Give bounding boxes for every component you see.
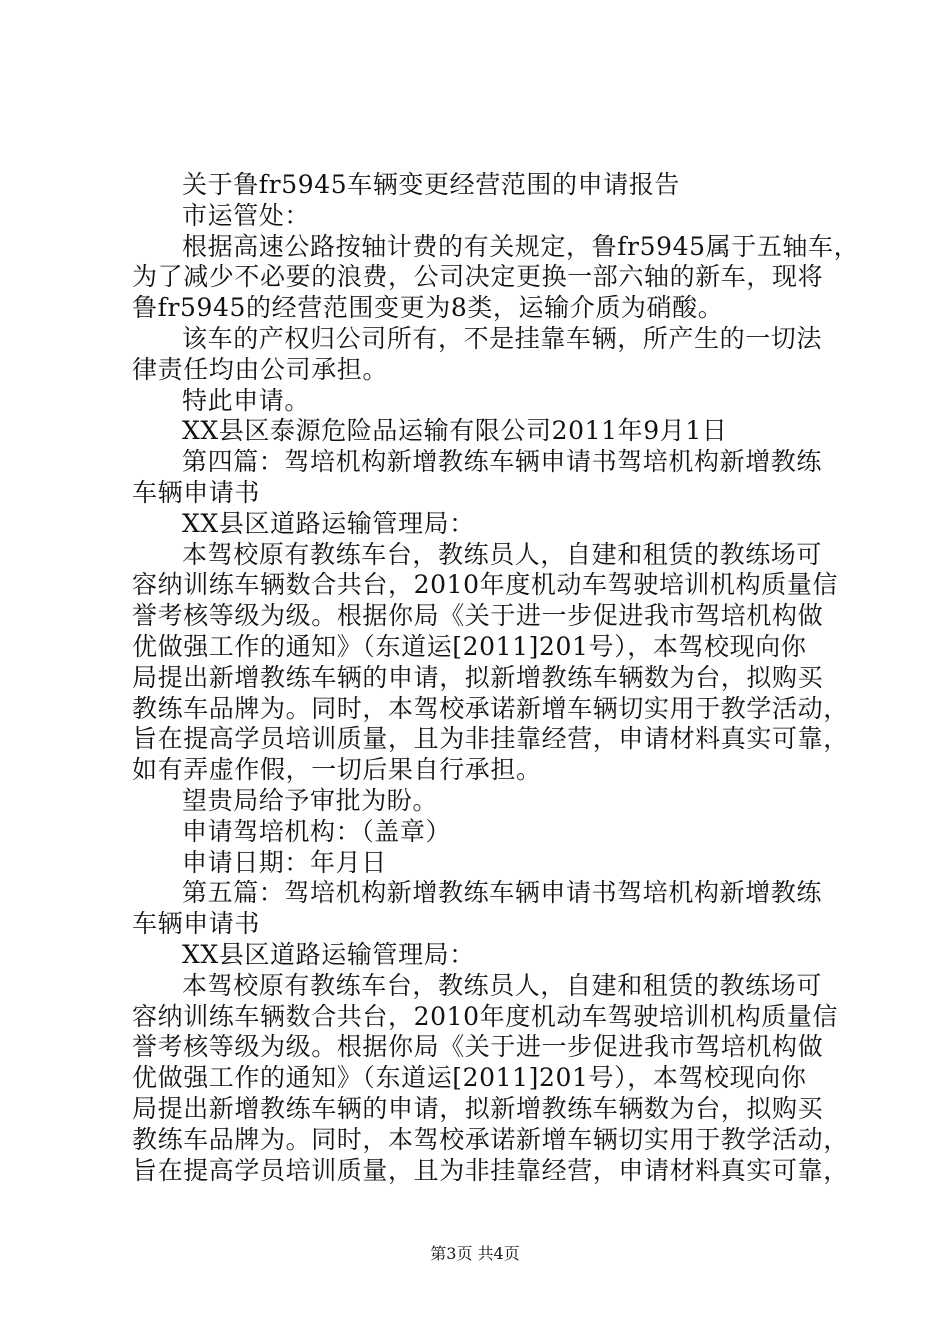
- section-heading: 车辆申请书: [132, 909, 261, 939]
- report-title: 关于鲁fr5945车辆变更经营范围的申请报告: [182, 170, 681, 199]
- section-heading: 第四篇：驾培机构新增教练车辆申请书驾培机构新增教练: [182, 447, 823, 477]
- section-heading: 车辆申请书: [132, 477, 261, 507]
- paragraph-line: 旨在提高学员培训质量，且为非挂靠经营，申请材料真实可靠，: [132, 1155, 849, 1185]
- document-body: [132, 170, 860, 1186]
- date-line: 申请日期：年月日: [182, 847, 387, 877]
- closing-line: 特此申请。: [182, 385, 311, 415]
- paragraph-line: 本驾校原有教练车台，教练员人，自建和租赁的教练场可: [182, 539, 823, 569]
- applicant-line: 申请驾培机构：（盖章）: [182, 816, 452, 846]
- paragraph-line: 教练车品牌为。同时，本驾校承诺新增车辆切实用于教学活动，: [132, 1124, 849, 1154]
- closing-line: 望贵局给予审批为盼。: [182, 785, 439, 815]
- paragraph-line: 誉考核等级为级。根据你局《关于进一步促进我市驾培机构做: [132, 601, 824, 631]
- paragraph-line: 该车的产权归公司所有，不是挂靠车辆，所产生的一切法: [182, 323, 823, 353]
- paragraph-line: 鲁fr5945的经营范围变更为8类，运输介质为硝酸。: [132, 293, 724, 323]
- signature-line: XX县区泰源危险品运输有限公司2011年9月1日: [182, 416, 728, 446]
- paragraph-line: 局提出新增教练车辆的申请，拟新增教练车辆数为台，拟购买: [132, 662, 824, 692]
- paragraph-line: 为了减少不必要的浪费，公司决定更换一部六轴的新车，现将: [132, 262, 824, 292]
- paragraph-line: 律责任均由公司承担。: [132, 354, 389, 384]
- paragraph-line: 如有弄虚作假，一切后果自行承担。: [132, 755, 542, 785]
- paragraph-line: 誉考核等级为级。根据你局《关于进一步促进我市驾培机构做: [132, 1032, 824, 1062]
- paragraph-line: 优做强工作的通知》（东道运[2011]201号），本驾校现向你: [132, 1063, 807, 1093]
- addressee: 市运管处：: [182, 200, 311, 230]
- page-number-footer: 第3页 共4页: [430, 1244, 520, 1263]
- section-heading: 第五篇：驾培机构新增教练车辆申请书驾培机构新增教练: [182, 878, 823, 908]
- paragraph-line: 根据高速公路按轴计费的有关规定，鲁fr5945属于五轴车，: [182, 231, 860, 261]
- paragraph-line: 容纳训练车辆数合共台，2010年度机动车驾驶培训机构质量信: [132, 570, 839, 600]
- paragraph-line: 容纳训练车辆数合共台，2010年度机动车驾驶培训机构质量信: [132, 1001, 839, 1031]
- paragraph-line: 本驾校原有教练车台，教练员人，自建和租赁的教练场可: [182, 970, 823, 1000]
- paragraph-line: 教练车品牌为。同时，本驾校承诺新增车辆切实用于教学活动，: [132, 693, 849, 723]
- paragraph-line: 旨在提高学员培训质量，且为非挂靠经营，申请材料真实可靠，: [132, 724, 849, 754]
- addressee: XX县区道路运输管理局：: [182, 939, 475, 969]
- addressee: XX县区道路运输管理局：: [182, 508, 475, 538]
- paragraph-line: 优做强工作的通知》（东道运[2011]201号），本驾校现向你: [132, 631, 807, 661]
- paragraph-line: 局提出新增教练车辆的申请，拟新增教练车辆数为台，拟购买: [132, 1093, 824, 1123]
